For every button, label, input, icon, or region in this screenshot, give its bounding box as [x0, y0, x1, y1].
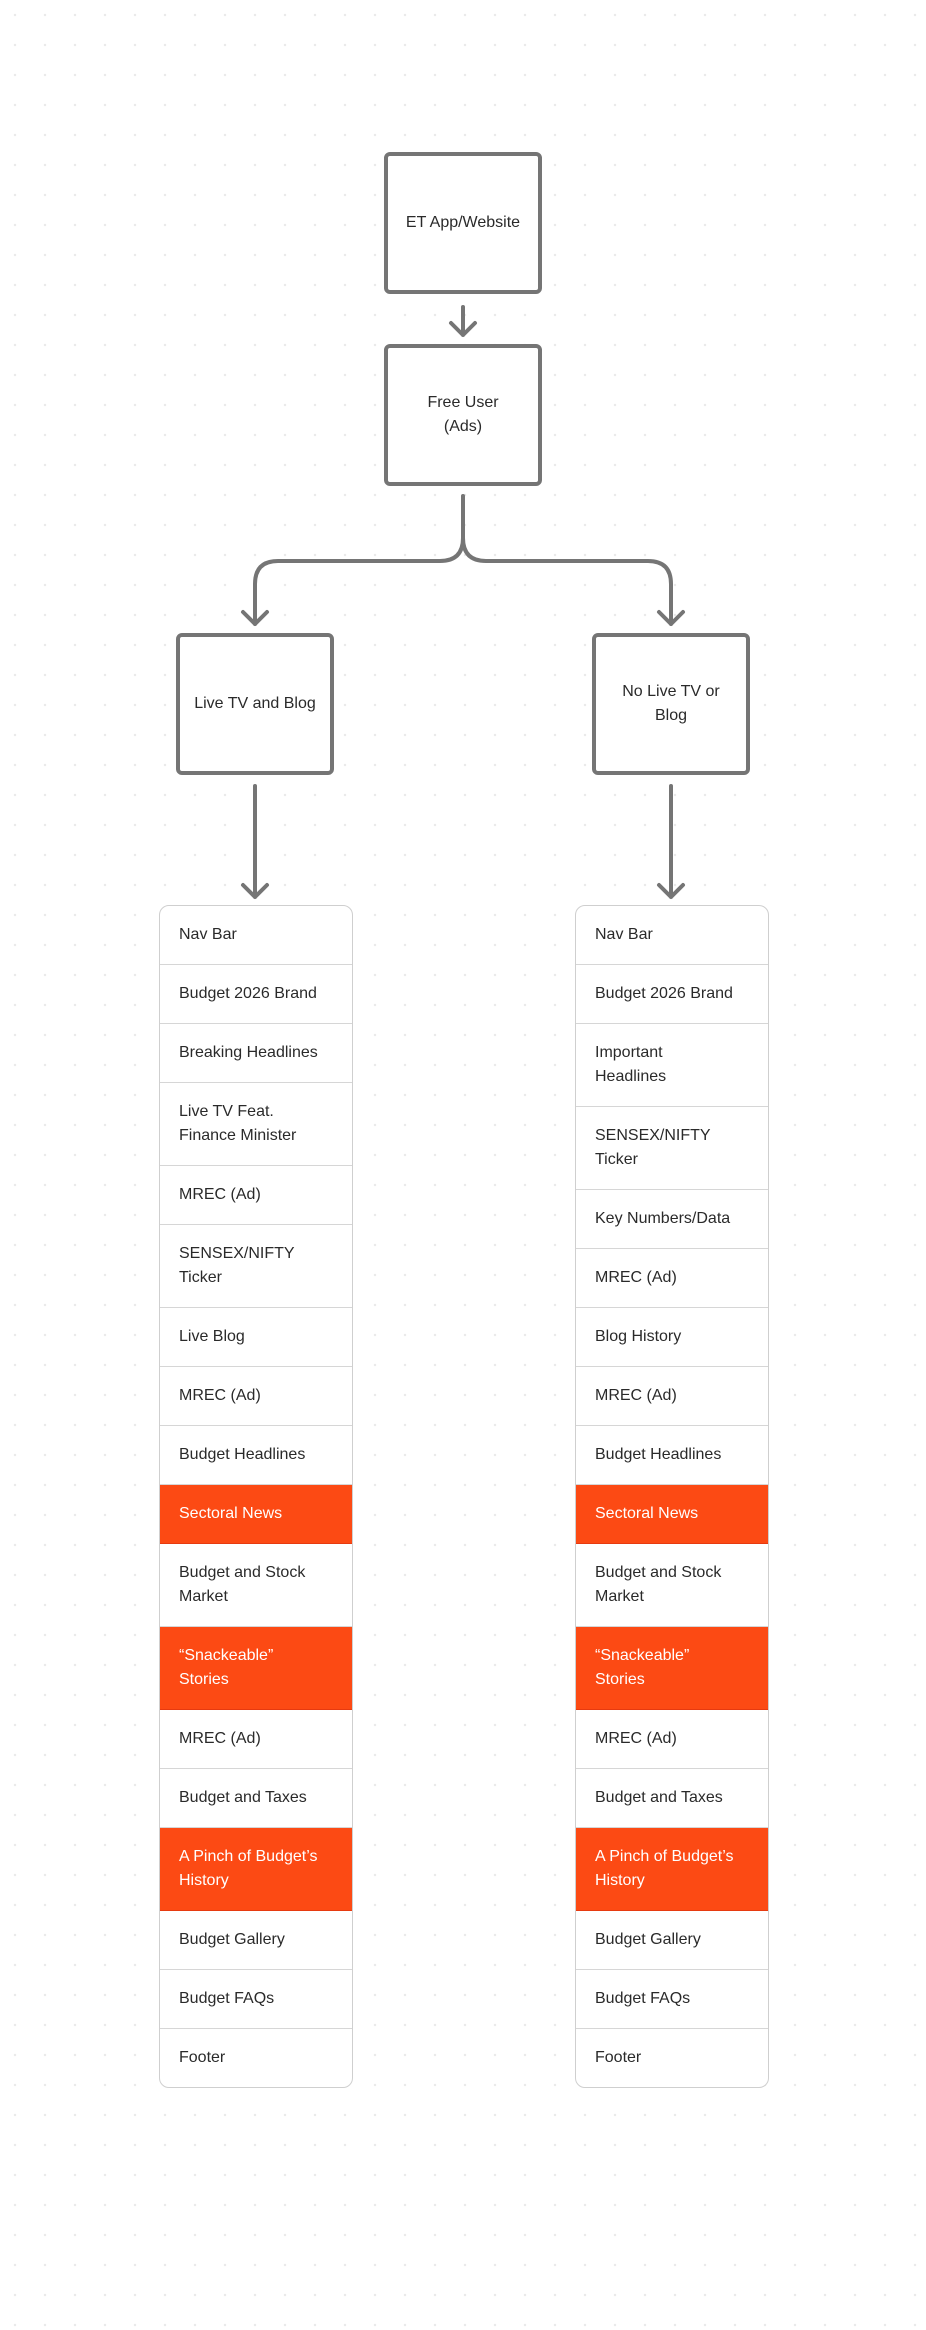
layout-section: Budget 2026 Brand — [576, 965, 768, 1024]
layout-section: Nav Bar — [576, 906, 768, 965]
layout-section: Blog History — [576, 1308, 768, 1367]
layout-section: Key Numbers/Data — [576, 1190, 768, 1249]
layout-section: Budget and Stock Market — [576, 1544, 768, 1627]
no-live-tv-page-layout — [575, 905, 769, 2088]
layout-section: Nav Bar — [160, 906, 352, 965]
layout-section: Live TV Feat. Finance Minister — [160, 1083, 352, 1166]
arrow-left-to-column — [243, 786, 267, 897]
root-node-label: ET App/Website — [405, 214, 521, 231]
layout-section: MREC (Ad) — [160, 1367, 352, 1426]
layout-section: A Pinch of Budget’s History — [160, 1828, 352, 1911]
layout-section: Footer — [595, 2049, 642, 2066]
layout-section: Budget Gallery — [160, 1911, 352, 1970]
layout-section: Budget 2026 Brand — [160, 965, 352, 1024]
layout-section: “Snackeable” Stories — [576, 1627, 768, 1710]
layout-section: Footer — [179, 2049, 226, 2066]
layout-section: MREC (Ad) — [576, 1710, 768, 1769]
free-user-node-label: Free User (Ads) — [427, 394, 499, 435]
layout-section: MREC (Ad) — [576, 1249, 768, 1308]
layout-section: Budget and Stock Market — [160, 1544, 352, 1627]
layout-section: Budget and Taxes — [160, 1769, 352, 1828]
layout-section: A Pinch of Budget’s History — [576, 1828, 768, 1911]
layout-section: Budget and Taxes — [576, 1769, 768, 1828]
layout-section: Sectoral News — [576, 1485, 768, 1544]
layout-section: Budget FAQs — [576, 1970, 768, 2029]
layout-section: Important Headlines — [576, 1024, 768, 1107]
layout-section: “Snackeable” Stories — [160, 1627, 352, 1710]
arrow-right-to-column — [659, 786, 683, 897]
no-live-tv-branch-label: No Live TV or Blog — [622, 683, 720, 724]
layout-section: MREC (Ad) — [576, 1367, 768, 1426]
no-live-tv-branch-node — [592, 633, 750, 775]
layout-section: SENSEX/NIFTY Ticker — [576, 1107, 768, 1190]
layout-section: Budget Headlines — [160, 1426, 352, 1485]
layout-section: Budget Gallery — [576, 1911, 768, 1970]
live-tv-branch-node — [176, 633, 334, 775]
live-tv-page-layout — [159, 905, 353, 2088]
live-tv-branch-label: Live TV and Blog — [194, 695, 316, 712]
layout-section: MREC (Ad) — [160, 1166, 352, 1225]
layout-section: SENSEX/NIFTY Ticker — [160, 1225, 352, 1308]
branch-split-line — [255, 496, 671, 624]
root-node — [384, 152, 542, 294]
free-user-node — [384, 344, 542, 486]
layout-section: Breaking Headlines — [160, 1024, 352, 1083]
layout-section: Live Blog — [160, 1308, 352, 1367]
layout-section: MREC (Ad) — [160, 1710, 352, 1769]
layout-section: Budget FAQs — [160, 1970, 352, 2029]
layout-section: Sectoral News — [160, 1485, 352, 1544]
arrow-root-to-user — [451, 307, 475, 335]
layout-section: Budget Headlines — [576, 1426, 768, 1485]
